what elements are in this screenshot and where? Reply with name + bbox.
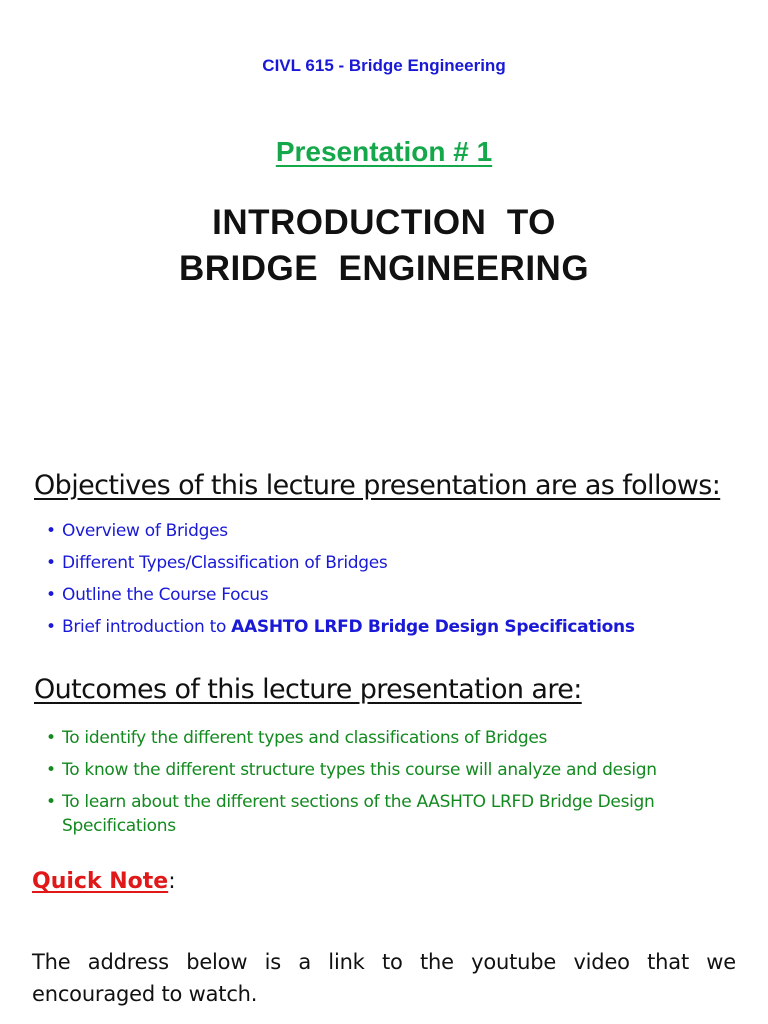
presentation-label: Presentation # 1 bbox=[275, 136, 493, 167]
outcomes-heading: Outcomes of this lecture presentation are: bbox=[34, 674, 582, 705]
objectives-list bbox=[46, 519, 736, 647]
list-item bbox=[46, 726, 736, 750]
list-item bbox=[46, 519, 736, 543]
main-title bbox=[0, 200, 768, 292]
bullet-icon: • bbox=[46, 585, 56, 605]
course-title: CIVL 615 - Bridge Engineering bbox=[262, 56, 506, 75]
objective-bold-text: AASHTO LRFD Bridge Design Specifications bbox=[231, 617, 635, 637]
outcome-text: To know the different structure types this course will analyze and design bbox=[62, 760, 657, 780]
objective-text: Outline the Course Focus bbox=[62, 585, 269, 605]
bullet-icon: • bbox=[46, 760, 56, 780]
outcome-text: To learn about the different sections of the AASHTO LRFD Bridge Design Specifications bbox=[62, 792, 655, 836]
bullet-icon: • bbox=[46, 617, 56, 637]
quick-note-label: Quick Note bbox=[32, 869, 169, 894]
outcome-text: To identify the different types and classifications of Bridges bbox=[62, 728, 548, 748]
list-item bbox=[46, 758, 736, 782]
list-item bbox=[46, 551, 736, 575]
outcomes-list bbox=[46, 726, 736, 846]
presentation-label-wrap bbox=[0, 136, 768, 168]
main-title-line2: BRIDGE ENGINEERING bbox=[178, 249, 590, 288]
main-title-line1: INTRODUCTION TO bbox=[212, 203, 556, 242]
list-item bbox=[46, 615, 736, 639]
quick-note-heading bbox=[32, 869, 176, 894]
bullet-icon: • bbox=[46, 521, 56, 541]
bullet-icon: • bbox=[46, 792, 56, 812]
bullet-icon: • bbox=[46, 728, 56, 748]
quick-note-colon: : bbox=[168, 869, 176, 894]
quick-note-body: The address below is a link to the youtube video that we encouraged to watch. bbox=[32, 950, 736, 1006]
list-item bbox=[46, 583, 736, 607]
objective-text: Different Types/Classification of Bridges bbox=[62, 553, 388, 573]
objectives-heading: Objectives of this lecture presentation are as follows: bbox=[34, 470, 721, 501]
objective-text: Overview of Bridges bbox=[62, 521, 228, 541]
objective-text: Brief introduction to bbox=[62, 617, 232, 637]
list-item bbox=[46, 790, 736, 838]
bullet-icon: • bbox=[46, 553, 56, 573]
